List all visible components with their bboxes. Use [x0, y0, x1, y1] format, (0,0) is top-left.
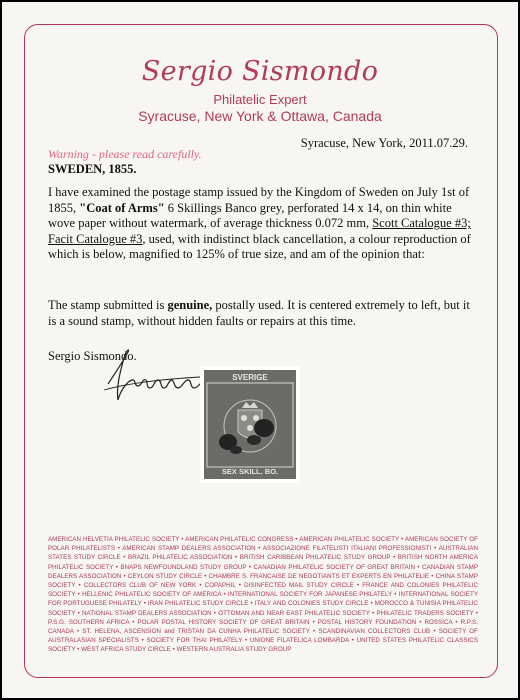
- stamp-image: [200, 366, 300, 483]
- opinion-paragraph: [48, 298, 478, 329]
- signoff: Sergio Sismondo.: [48, 349, 137, 363]
- examination-paragraph: [48, 185, 478, 263]
- stamp-design-name: "Coat of Arms": [79, 200, 165, 215]
- stamp-bottom-text: SEX SKILL. BO.: [221, 467, 279, 476]
- coat-of-arms-icon: [204, 370, 296, 479]
- p1-text-a: I have examined the postage stamp issued by the Kingdom of Sweden on July 1st of 1855,: [48, 185, 470, 215]
- certificate-sheet: [2, 2, 518, 698]
- expert-name: Sergio Sismondo: [141, 56, 379, 87]
- stamp-design: [204, 370, 296, 479]
- p2-text-c: postally used. It is centered extremely to left, but it is a sound stamp, without hidden faults or repairs at this time.: [48, 298, 470, 328]
- expert-location: Syracuse, New York & Ottawa, Canada: [138, 108, 382, 124]
- society-memberships: AMERICAN HELVETIA PHILATELIC SOCIETY • AMERICAN PHILATELIC CONGRESS • AMERICAN PHILATELIC SOCIETY • AMERICAN SOCIETY OF POLAR PHILATELISTS • AMERICAN STAMP DEALERS ASSOCIATION • ASSOCIAZIONE FILATELISTI ITALIANI PROFESSIONISTI • AUSTRALIAN STATES STUDY CIRCLE • BRAZIL PHILATELIC ASSOCIATION • BRITISH CARIBBEAN PHILATELIC STUDY GROUP • BRITISH NORTH AMERICA PHILATELIC SOCIETY • BNAPS NEWFOUNDLAND STUDY GROUP • CANADIAN PHILATELIC SOCIETY OF GREAT BRITAIN • CANADIAN STAMP DEALERS ASSOCIATION • CEYLON STUDY CIRCLE • CHAMBRE S. FRANCAISE DE NEGOTIANTS ET EXPERTS EN PHILATELIE • CHINA STAMP SOCIETY • COLLECTORS CLUB OF NEW YORK • COPAPHIL • DISINFECTED MAIL STUDY CIRCLE • FRANCE AND COLONIES PHILATELIC SOCIETY • HELLENIC PHILATELIC SOCIETY OF AMERICA • INTERNATIONAL SOCIETY FOR JAPANESE PHILATELY • INTERNATIONAL SOCIETY FOR PORTUGUESE PHILATELY • IRAN PHILATELIC STUDY CIRCLE • ITALY AND COLONIES STUDY CIRCLE • MOROCCO & TUNISIA PHILATELIC SOCIETY • NATIONAL STAMP DEALERS ASSOCIATION • OTTOMAN AND NEAR EAST PHILATELIC SOCIETY • PHILATELIC TRADERS SOCIETY • P.S.G. SOUTHERN AFRICA • POLAR POSTAL HISTORY SOCIETY OF GREAT BRITAIN • POSTAL HISTORY FOUNDATION • ROSSICA • R.P.S. CANADA • ST. HELENA, ASCENSION and TRISTAN DA CUNHA PHILATELIC SOCIETY • SCANDINAVIAN COLLECTORS CLUB • SOCIETY OF AUSTRALASIAN SPECIALISTS • SOCIETY FOR THAI PHILATELY • UNIONE FILATELICA LOMBARDA • UNITED STATES PHILATELIC CLASSICS SOCIETY • WEST AFRICA STUDY CIRCLE • WESTERN AUSTRALIA STUDY GROUP: [48, 536, 478, 654]
- p2-text-a: The stamp submitted is: [48, 298, 168, 312]
- verdict: genuine,: [167, 298, 213, 312]
- warning-note: Warning - please read carefully.: [48, 147, 202, 161]
- p1-text-c: 6 Skillings Banco grey, perforated 14 x 14, on thin white wove paper without watermark, of average thickness 0.072 mm,: [48, 200, 452, 230]
- catalogue-reference: Scott Catalogue #3; Facit Catalogue #3: [48, 216, 471, 246]
- stamp-top-text: SVERIGE: [232, 373, 268, 382]
- certificate-date: Syracuse, New York, 2011.07.29.: [300, 136, 468, 150]
- expert-title: Philatelic Expert: [213, 92, 307, 107]
- country-heading: SWEDEN, 1855.: [48, 162, 137, 176]
- p1-text-e: , used, with indistinct black cancellation, a colour reproduction of which is below, magnified to 125% of true size, and am of the opinion that:: [48, 231, 471, 261]
